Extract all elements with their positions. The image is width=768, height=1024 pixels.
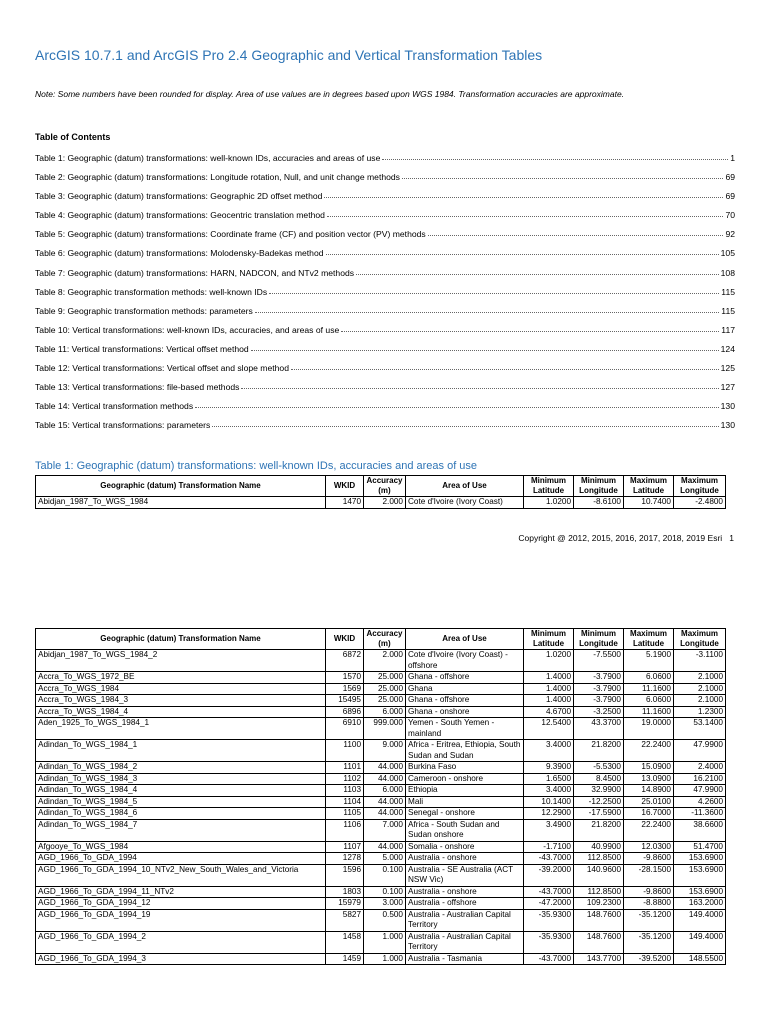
toc-entry-page: 1 (730, 153, 735, 163)
numeric-cell: -9.8600 (624, 886, 674, 898)
table-header-row (36, 476, 726, 497)
toc-entry-page: 69 (725, 191, 735, 202)
numeric-cell: 1.4000 (524, 695, 574, 707)
area-of-use-cell: Australia - offshore (406, 898, 524, 910)
table-row (36, 898, 726, 910)
numeric-cell: 148.7600 (574, 931, 624, 953)
numeric-cell: 22.2400 (624, 819, 674, 841)
numeric-cell: 1.2300 (674, 706, 726, 718)
transformation-name-cell: AGD_1966_To_GDA_1994_2 (36, 931, 326, 953)
area-of-use-cell: Africa - South Sudan and Sudan onshore (406, 819, 524, 841)
numeric-cell: -11.3600 (674, 808, 726, 820)
numeric-cell: 1.000 (364, 931, 406, 953)
column-header: WKID (326, 476, 364, 497)
toc-entry[interactable] (35, 306, 735, 325)
toc-entry-title: Table 12: Vertical transformations: Vertical offset and slope method (35, 363, 289, 374)
numeric-cell: -17.5900 (574, 808, 624, 820)
table-row (36, 796, 726, 808)
copyright-footer (518, 533, 734, 543)
toc-entry-title: Table 10: Vertical transformations: well-known IDs, accuracies, and areas of use (35, 324, 340, 335)
numeric-cell: 3.000 (364, 898, 406, 910)
area-of-use-cell: Cameroon - onshore (406, 773, 524, 785)
toc-entry[interactable] (35, 153, 735, 172)
toc-entry-page: 92 (725, 229, 735, 240)
numeric-cell: 999.000 (364, 718, 406, 740)
area-of-use-cell: Mali (406, 796, 524, 808)
numeric-cell: 3.4000 (524, 740, 574, 762)
numeric-cell: 1.6500 (524, 773, 574, 785)
numeric-cell: -39.5200 (624, 953, 674, 965)
area-of-use-cell: Cote d'Ivoire (Ivory Coast) - offshore (406, 650, 524, 672)
transformations-table-page2 (35, 628, 726, 965)
toc-entry-title: Table 5: Geographic (datum) transformations: Coordinate frame (CF) and position vector (PV) methods (35, 229, 426, 240)
numeric-cell: -43.7000 (524, 886, 574, 898)
table-row (36, 841, 726, 853)
numeric-cell: 9.000 (364, 740, 406, 762)
numeric-cell: -35.1200 (624, 909, 674, 931)
toc-entry-page: 69 (725, 172, 735, 183)
numeric-cell: 44.000 (364, 841, 406, 853)
toc-entry-title: Table 11: Vertical transformations: Vertical offset method (35, 343, 249, 354)
toc-entry-title: Table 7: Geographic (datum) transformations: HARN, NADCON, and NTv2 methods (35, 267, 355, 278)
numeric-cell: 3.4000 (524, 785, 574, 797)
column-header: Maximum Latitude (624, 629, 674, 650)
table-row (36, 785, 726, 797)
numeric-cell: 21.8200 (574, 819, 624, 841)
numeric-cell: 1101 (326, 762, 364, 774)
toc-entry[interactable] (35, 191, 735, 210)
table-row (36, 953, 726, 965)
transformation-name-cell: Aden_1925_To_WGS_1984_1 (36, 718, 326, 740)
table-row (36, 718, 726, 740)
numeric-cell: -35.9300 (524, 931, 574, 953)
area-of-use-cell: Yemen - South Yemen - mainland (406, 718, 524, 740)
area-of-use-cell: Africa - Eritrea, Ethiopia, South Sudan and Sudan (406, 740, 524, 762)
column-header: Maximum Longitude (674, 629, 726, 650)
document-title: ArcGIS 10.7.1 and ArcGIS Pro 2.4 Geographic and Vertical Transformation Tables (35, 47, 543, 63)
numeric-cell: 1106 (326, 819, 364, 841)
numeric-cell: -3.7900 (574, 683, 624, 695)
numeric-cell: 1278 (326, 853, 364, 865)
table-row (36, 819, 726, 841)
toc-leader-dots (382, 153, 728, 160)
numeric-cell: -8.6100 (574, 497, 624, 509)
numeric-cell: 1.0200 (524, 497, 574, 509)
numeric-cell: 2.1000 (674, 672, 726, 684)
toc-entry-title: Table 14: Vertical transformation methods (35, 401, 194, 412)
toc-leader-dots (269, 287, 719, 294)
table-row (36, 864, 726, 886)
numeric-cell: 44.000 (364, 808, 406, 820)
toc-leader-dots (212, 420, 718, 427)
column-header: Area of Use (406, 629, 524, 650)
numeric-cell: 109.2300 (574, 898, 624, 910)
table-row (36, 497, 726, 509)
column-header: Area of Use (406, 476, 524, 497)
toc-entry-title: Table 2: Geographic (datum) transformations: Longitude rotation, Null, and unit change methods (35, 172, 400, 183)
table1-caption: Table 1: Geographic (datum) transformations: well-known IDs, accuracies and areas of use (35, 460, 478, 472)
column-header: Minimum Longitude (574, 629, 624, 650)
toc-entry-page: 130 (720, 420, 735, 431)
transformation-name-cell: Adindan_To_WGS_1984_5 (36, 796, 326, 808)
toc-entry[interactable] (35, 210, 735, 229)
numeric-cell: 12.2900 (524, 808, 574, 820)
numeric-cell: 1459 (326, 953, 364, 965)
column-header: Maximum Longitude (674, 476, 726, 497)
numeric-cell: 153.6900 (674, 853, 726, 865)
copyright-text: Copyright @ 2012, 2015, 2016, 2017, 2018, 2019 Esri (518, 533, 723, 543)
transformation-name-cell: Accra_To_WGS_1984_4 (36, 706, 326, 718)
area-of-use-cell: Australia - Tasmania (406, 953, 524, 965)
numeric-cell: 14.8900 (624, 785, 674, 797)
numeric-cell: 12.0300 (624, 841, 674, 853)
table-row (36, 762, 726, 774)
column-header: Minimum Longitude (574, 476, 624, 497)
numeric-cell: 7.000 (364, 819, 406, 841)
numeric-cell: 2.1000 (674, 683, 726, 695)
numeric-cell: 25.000 (364, 672, 406, 684)
toc-leader-dots (324, 191, 723, 198)
table-row (36, 773, 726, 785)
numeric-cell: -3.7900 (574, 695, 624, 707)
numeric-cell: -35.1200 (624, 931, 674, 953)
toc-entry[interactable] (35, 420, 735, 439)
transformation-name-cell: AGD_1966_To_GDA_1994_10_NTv2_New_South_Wales_and_Victoria (36, 864, 326, 886)
numeric-cell: 1803 (326, 886, 364, 898)
numeric-cell: 1470 (326, 497, 364, 509)
toc-leader-dots (251, 344, 719, 351)
area-of-use-cell: Senegal - onshore (406, 808, 524, 820)
numeric-cell: 6.0600 (624, 672, 674, 684)
numeric-cell: 40.9900 (574, 841, 624, 853)
table-row (36, 909, 726, 931)
numeric-cell: 2.000 (364, 650, 406, 672)
toc-entry[interactable] (35, 363, 735, 382)
numeric-cell: 143.7700 (574, 953, 624, 965)
area-of-use-cell: Australia - Australian Capital Territory (406, 909, 524, 931)
numeric-cell: 112.8500 (574, 886, 624, 898)
area-of-use-cell: Ghana (406, 683, 524, 695)
numeric-cell: 6.000 (364, 785, 406, 797)
area-of-use-cell: Ghana - offshore (406, 695, 524, 707)
toc-entry-title: Table 6: Geographic (datum) transformations: Molodensky-Badekas method (35, 248, 324, 259)
transformation-name-cell: Adindan_To_WGS_1984_7 (36, 819, 326, 841)
table-row (36, 740, 726, 762)
numeric-cell: 11.1600 (624, 683, 674, 695)
numeric-cell: 149.4000 (674, 931, 726, 953)
area-of-use-cell: Burkina Faso (406, 762, 524, 774)
transformation-name-cell: Abidjan_1987_To_WGS_1984 (36, 497, 326, 509)
numeric-cell: 1569 (326, 683, 364, 695)
toc-leader-dots (341, 325, 719, 332)
area-of-use-cell: Cote d'Ivoire (Ivory Coast) (406, 497, 524, 509)
numeric-cell: 44.000 (364, 773, 406, 785)
numeric-cell: 0.100 (364, 864, 406, 886)
toc-entry[interactable] (35, 268, 735, 287)
numeric-cell: 44.000 (364, 762, 406, 774)
numeric-cell: 5.1900 (624, 650, 674, 672)
table-row (36, 853, 726, 865)
numeric-cell: 6910 (326, 718, 364, 740)
area-of-use-cell: Australia - SE Australia (ACT NSW Vic) (406, 864, 524, 886)
table-row (36, 886, 726, 898)
area-of-use-cell: Australia - onshore (406, 886, 524, 898)
toc-leader-dots (241, 382, 718, 389)
numeric-cell: 6872 (326, 650, 364, 672)
numeric-cell: 1.4000 (524, 672, 574, 684)
numeric-cell: 153.6900 (674, 886, 726, 898)
numeric-cell: 25.0100 (624, 796, 674, 808)
area-of-use-cell: Ethiopia (406, 785, 524, 797)
table-row (36, 931, 726, 953)
numeric-cell: -7.5500 (574, 650, 624, 672)
toc-entry-page: 125 (720, 363, 735, 374)
numeric-cell: 16.2100 (674, 773, 726, 785)
numeric-cell: 1100 (326, 740, 364, 762)
area-of-use-cell: Australia - Australian Capital Territory (406, 931, 524, 953)
transformation-name-cell: Adindan_To_WGS_1984_3 (36, 773, 326, 785)
toc-entry[interactable] (35, 287, 735, 306)
transformation-name-cell: Adindan_To_WGS_1984_2 (36, 762, 326, 774)
transformations-table-page1 (35, 475, 726, 509)
transformation-name-cell: AGD_1966_To_GDA_1994_11_NTv2 (36, 886, 326, 898)
toc-entry-page: 117 (721, 324, 735, 335)
numeric-cell: -12.2500 (574, 796, 624, 808)
transformation-name-cell: Adindan_To_WGS_1984_1 (36, 740, 326, 762)
numeric-cell: 15495 (326, 695, 364, 707)
numeric-cell: 44.000 (364, 796, 406, 808)
column-header: Maximum Latitude (624, 476, 674, 497)
numeric-cell: 32.9900 (574, 785, 624, 797)
numeric-cell: -43.7000 (524, 853, 574, 865)
numeric-cell: 43.3700 (574, 718, 624, 740)
toc-entry-page: 130 (720, 401, 735, 412)
numeric-cell: 5.000 (364, 853, 406, 865)
numeric-cell: 47.9900 (674, 740, 726, 762)
numeric-cell: 19.0000 (624, 718, 674, 740)
table-row (36, 808, 726, 820)
table-header-row (36, 629, 726, 650)
numeric-cell: 1103 (326, 785, 364, 797)
numeric-cell: -3.7900 (574, 672, 624, 684)
numeric-cell: -28.1500 (624, 864, 674, 886)
toc-entry-page: 108 (720, 267, 735, 278)
numeric-cell: 4.2600 (674, 796, 726, 808)
toc-entry-page: 124 (720, 343, 735, 354)
toc-entry[interactable] (35, 344, 735, 363)
numeric-cell: 112.8500 (574, 853, 624, 865)
numeric-cell: 25.000 (364, 683, 406, 695)
toc-entry[interactable] (35, 401, 735, 420)
toc-entry-page: 105 (720, 248, 735, 259)
toc-entry-title: Table 3: Geographic (datum) transformations: Geographic 2D offset method (35, 191, 323, 202)
numeric-cell: 21.8200 (574, 740, 624, 762)
numeric-cell: 148.7600 (574, 909, 624, 931)
numeric-cell: -39.2000 (524, 864, 574, 886)
table-row (36, 683, 726, 695)
area-of-use-cell: Ghana - onshore (406, 706, 524, 718)
toc-entry-title: Table 8: Geographic transformation methods: well-known IDs (35, 286, 268, 297)
table-row (36, 650, 726, 672)
numeric-cell: 148.5500 (674, 953, 726, 965)
numeric-cell: 1458 (326, 931, 364, 953)
transformation-name-cell: Adindan_To_WGS_1984_4 (36, 785, 326, 797)
numeric-cell: 47.9900 (674, 785, 726, 797)
toc-leader-dots (326, 248, 719, 255)
area-of-use-cell: Ghana - offshore (406, 672, 524, 684)
numeric-cell: 0.500 (364, 909, 406, 931)
numeric-cell: 51.4700 (674, 841, 726, 853)
numeric-cell: -3.1100 (674, 650, 726, 672)
transformation-name-cell: AGD_1966_To_GDA_1994 (36, 853, 326, 865)
numeric-cell: 1596 (326, 864, 364, 886)
transformation-name-cell: Accra_To_WGS_1984 (36, 683, 326, 695)
numeric-cell: -8.8800 (624, 898, 674, 910)
numeric-cell: 10.1400 (524, 796, 574, 808)
toc-entry[interactable] (35, 172, 735, 191)
numeric-cell: 0.100 (364, 886, 406, 898)
numeric-cell: 10.7400 (624, 497, 674, 509)
numeric-cell: 25.000 (364, 695, 406, 707)
transformation-name-cell: AGD_1966_To_GDA_1994_3 (36, 953, 326, 965)
numeric-cell: 1102 (326, 773, 364, 785)
numeric-cell: 153.6900 (674, 864, 726, 886)
table-row (36, 672, 726, 684)
column-header: WKID (326, 629, 364, 650)
numeric-cell: 2.1000 (674, 695, 726, 707)
numeric-cell: 6.000 (364, 706, 406, 718)
toc-entry[interactable] (35, 382, 735, 401)
numeric-cell: -47.2000 (524, 898, 574, 910)
numeric-cell: -43.7000 (524, 953, 574, 965)
numeric-cell: 1.0200 (524, 650, 574, 672)
toc-leader-dots (428, 229, 724, 236)
numeric-cell: 163.2000 (674, 898, 726, 910)
numeric-cell: 11.1600 (624, 706, 674, 718)
toc-entry-title: Table 13: Vertical transformations: file-based methods (35, 382, 240, 393)
numeric-cell: -5.5300 (574, 762, 624, 774)
toc-leader-dots (402, 172, 723, 179)
page-number: 1 (729, 533, 734, 543)
table-row (36, 695, 726, 707)
toc-entry[interactable] (35, 325, 735, 344)
toc-leader-dots (356, 268, 719, 275)
numeric-cell: 1104 (326, 796, 364, 808)
numeric-cell: 13.0900 (624, 773, 674, 785)
toc-entry-page: 127 (720, 382, 735, 393)
numeric-cell: 22.2400 (624, 740, 674, 762)
toc-leader-dots (195, 401, 719, 408)
numeric-cell: 16.7000 (624, 808, 674, 820)
area-of-use-cell: Australia - onshore (406, 853, 524, 865)
toc-leader-dots (255, 306, 719, 313)
numeric-cell: -35.9300 (524, 909, 574, 931)
toc-entry[interactable] (35, 248, 735, 267)
column-header: Accuracy (m) (364, 629, 406, 650)
numeric-cell: 6896 (326, 706, 364, 718)
toc-leader-dots (327, 210, 723, 217)
numeric-cell: 149.4000 (674, 909, 726, 931)
numeric-cell: 2.000 (364, 497, 406, 509)
transformation-name-cell: AGD_1966_To_GDA_1994_12 (36, 898, 326, 910)
toc-entry-page: 115 (721, 286, 735, 297)
toc-entry-title: Table 4: Geographic (datum) transformations: Geocentric translation method (35, 210, 325, 221)
toc-entry-title: Table 1: Geographic (datum) transformations: well-known IDs, accuracies and areas of use (35, 153, 381, 163)
numeric-cell: 4.6700 (524, 706, 574, 718)
numeric-cell: 6.0600 (624, 695, 674, 707)
column-header: Minimum Latitude (524, 629, 574, 650)
numeric-cell: 38.6600 (674, 819, 726, 841)
toc-leader-dots (291, 363, 719, 370)
toc-entry-title: Table 9: Geographic transformation methods: parameters (35, 305, 253, 316)
column-header: Minimum Latitude (524, 476, 574, 497)
toc-entry-page: 115 (721, 305, 735, 316)
transformation-name-cell: Abidjan_1987_To_WGS_1984_2 (36, 650, 326, 672)
numeric-cell: -1.7100 (524, 841, 574, 853)
numeric-cell: 15979 (326, 898, 364, 910)
numeric-cell: 9.3900 (524, 762, 574, 774)
area-of-use-cell: Somalia - onshore (406, 841, 524, 853)
transformation-name-cell: Accra_To_WGS_1972_BE (36, 672, 326, 684)
numeric-cell: 53.1400 (674, 718, 726, 740)
toc-entry-title: Table 15: Vertical transformations: parameters (35, 420, 211, 431)
table-row (36, 706, 726, 718)
column-header: Geographic (datum) Transformation Name (36, 476, 326, 497)
transformation-name-cell: Adindan_To_WGS_1984_6 (36, 808, 326, 820)
numeric-cell: 140.9600 (574, 864, 624, 886)
numeric-cell: -9.8600 (624, 853, 674, 865)
numeric-cell: 3.4900 (524, 819, 574, 841)
numeric-cell: 1.4000 (524, 683, 574, 695)
numeric-cell: 1570 (326, 672, 364, 684)
numeric-cell: 15.0900 (624, 762, 674, 774)
numeric-cell: 2.4000 (674, 762, 726, 774)
column-header: Accuracy (m) (364, 476, 406, 497)
numeric-cell: 12.5400 (524, 718, 574, 740)
numeric-cell: -3.2500 (574, 706, 624, 718)
toc-heading: Table of Contents (35, 132, 111, 142)
toc-entry[interactable] (35, 229, 735, 248)
numeric-cell: 1105 (326, 808, 364, 820)
transformation-name-cell: AGD_1966_To_GDA_1994_19 (36, 909, 326, 931)
column-header: Geographic (datum) Transformation Name (36, 629, 326, 650)
numeric-cell: 8.4500 (574, 773, 624, 785)
transformation-name-cell: Afgooye_To_WGS_1984 (36, 841, 326, 853)
rounding-note: Note: Some numbers have been rounded for display. Area of use values are in degrees based upon WGS 1984. Transformation accuracies are approximate. (35, 89, 625, 99)
table-of-contents (35, 153, 735, 439)
numeric-cell: 1107 (326, 841, 364, 853)
numeric-cell: -2.4800 (674, 497, 726, 509)
toc-entry-page: 70 (725, 210, 735, 221)
numeric-cell: 5827 (326, 909, 364, 931)
transformation-name-cell: Accra_To_WGS_1984_3 (36, 695, 326, 707)
numeric-cell: 1.000 (364, 953, 406, 965)
